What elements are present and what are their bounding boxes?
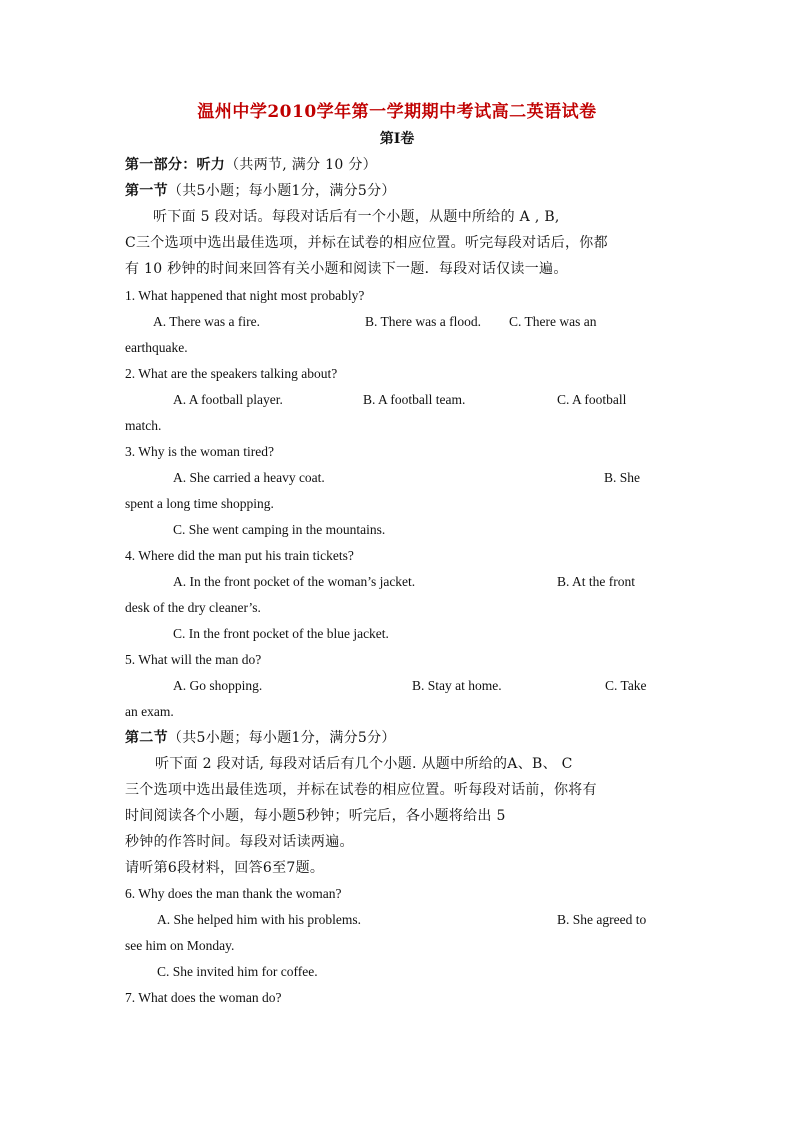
question-1: 1. What happened that night most probably?	[125, 288, 365, 303]
section2-heading	[125, 729, 670, 747]
section2-instruction-line1: 听下面 2 段对话, 每段对话后有几个小题. 从题中所给的A、B、 C	[155, 756, 573, 772]
q2-option-a: A. A football player.	[173, 392, 283, 407]
section2-heading-rest: （共5小题；每小题1分，满分5分）	[167, 730, 396, 746]
q4-option-a: A. In the front pocket of the woman’s jacket.	[173, 574, 416, 589]
question-4: 4. Where did the man put his train tickets?	[125, 548, 354, 563]
section1-instruction-line1: 听下面 5 段对话。每段对话后有一个小题，从题中所给的 A , B,	[153, 209, 560, 225]
q1-option-c-cont: earthquake.	[125, 340, 188, 355]
q3-option-b-cont: spent a long time shopping.	[125, 496, 274, 511]
material-6-prompt: 请听第6段材料，回答6至7题。	[125, 860, 325, 876]
section1-instruction-line3: 有 10 秒钟的时间来回答有关小题和阅读下一题．每段对话仅读一遍。	[125, 261, 568, 277]
q6-option-b: B. She agreed to	[557, 912, 647, 927]
q5-option-a: A. Go shopping.	[173, 678, 263, 693]
part1-heading-rest: （共两节, 满分 10 分）	[225, 157, 377, 173]
q4-option-b-cont: desk of the dry cleaner’s.	[125, 600, 261, 615]
q5-option-c-cont: an exam.	[125, 704, 174, 719]
q6-option-c: C. She invited him for coffee.	[157, 964, 318, 979]
section1-heading	[125, 182, 670, 200]
q2-option-b: B. A football team.	[363, 392, 466, 407]
question-2: 2. What are the speakers talking about?	[125, 366, 338, 381]
question-6: 6. Why does the man thank the woman?	[125, 886, 342, 901]
part1-heading-bold: 第一部分：听力	[125, 157, 226, 173]
section2-heading-bold: 第二节	[125, 730, 168, 746]
q1-option-b: B. There was a flood.	[365, 314, 481, 329]
section1-heading-bold: 第一节	[125, 183, 168, 199]
question-3: 3. Why is the woman tired?	[125, 444, 274, 459]
q3-option-c: C. She went camping in the mountains.	[173, 522, 386, 537]
q6-option-a: A. She helped him with his problems.	[157, 912, 361, 927]
q2-option-c: C. A football	[557, 392, 627, 407]
exam-title: 温州中学2010学年第一学期期中考试高二英语试卷	[197, 102, 597, 122]
part1-heading	[125, 156, 670, 174]
section1-heading-rest: （共5小题；每小题1分，满分5分）	[167, 183, 396, 199]
volume-label: 第I卷	[379, 131, 415, 147]
q1-option-c: C. There was an	[509, 314, 597, 329]
question-5: 5. What will the man do?	[125, 652, 262, 667]
q4-option-b: B. At the front	[557, 574, 635, 589]
q5-option-b: B. Stay at home.	[412, 678, 502, 693]
section1-instruction-line2: C三个选项中选出最佳选项，并标在试卷的相应位置。听完每段对话后，你都	[125, 235, 608, 251]
q5-option-c: C. Take	[605, 678, 647, 693]
q3-option-a: A. She carried a heavy coat.	[173, 470, 325, 485]
question-7: 7. What does the woman do?	[125, 990, 282, 1005]
q6-option-b-cont: see him on Monday.	[125, 938, 235, 953]
section2-instruction-line3: 时间阅读各个小题，每小题5秒钟；听完后，各小题将给出 5	[125, 808, 506, 824]
section2-instruction-line2: 三个选项中选出最佳选项，并标在试卷的相应位置。听每段对话前，你将有	[125, 782, 597, 798]
q1-option-a: A. There was a fire.	[153, 314, 260, 329]
q4-option-c: C. In the front pocket of the blue jacket.	[173, 626, 389, 641]
section2-instruction-line4: 秒钟的作答时间。每段对话读两遍。	[125, 834, 354, 850]
q3-option-b: B. She	[604, 470, 641, 485]
q2-option-c-cont: match.	[125, 418, 162, 433]
